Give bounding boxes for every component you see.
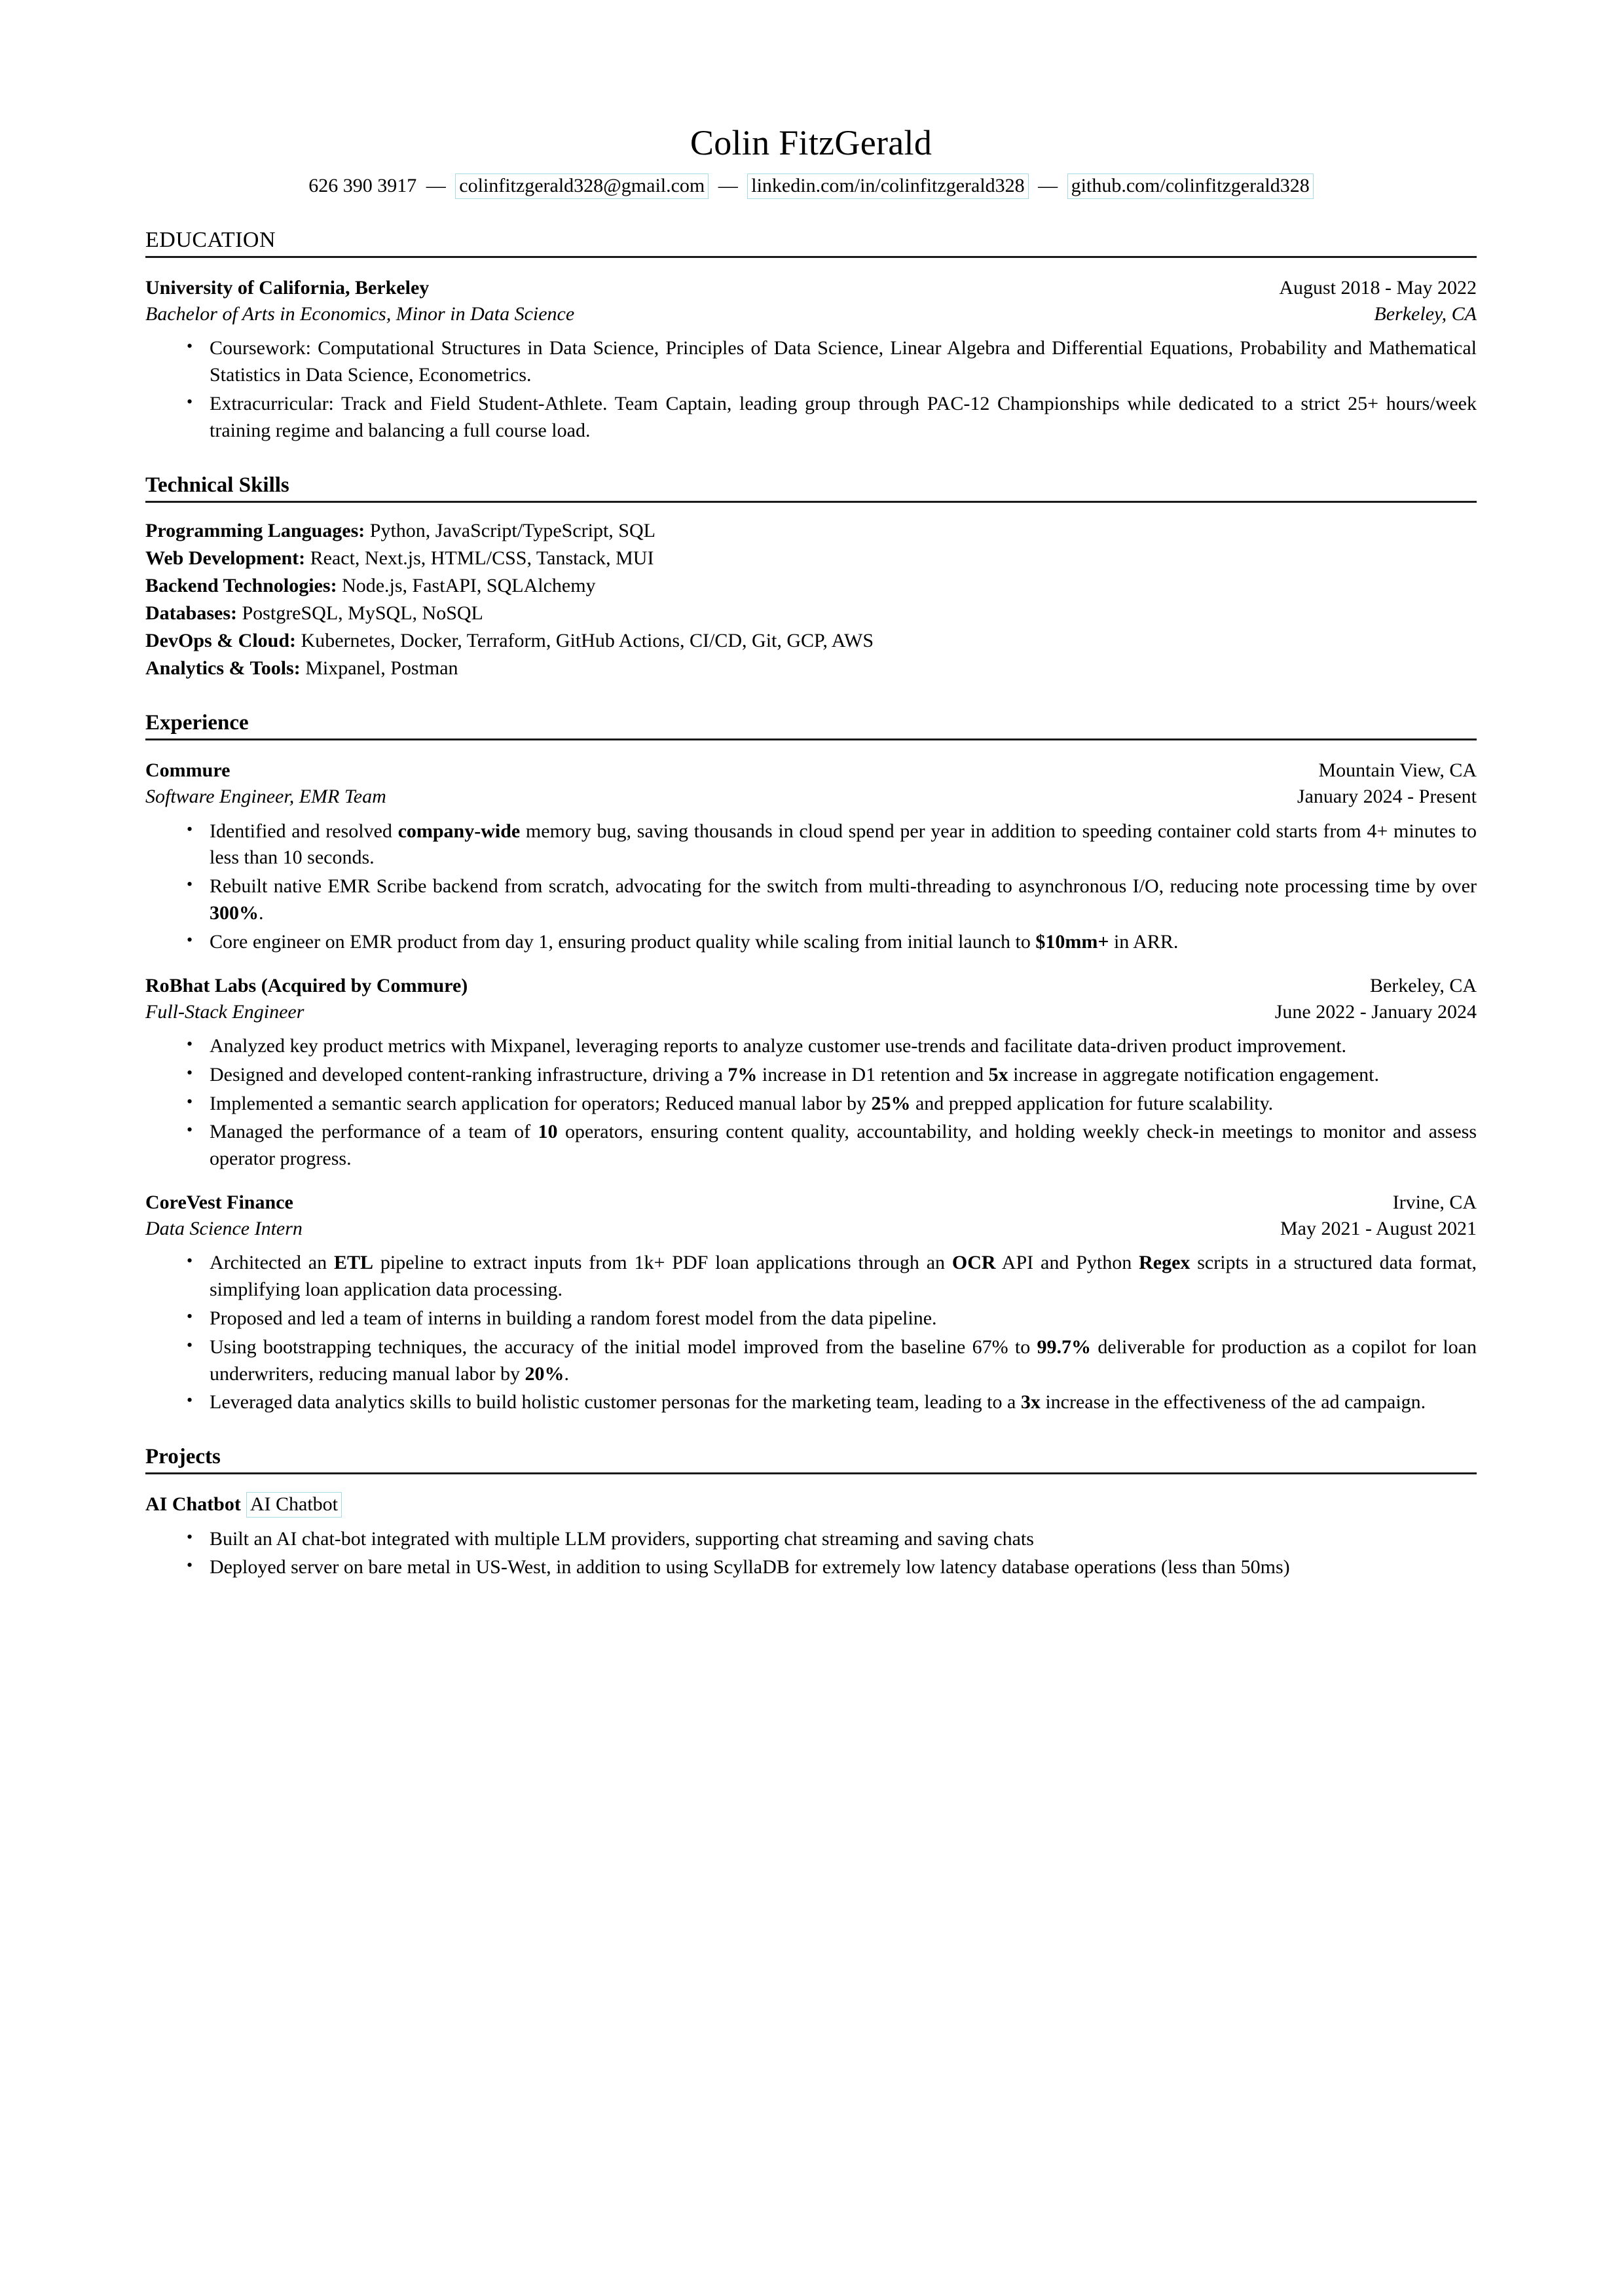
skill-value: Node.js, FastAPI, SQLAlchemy	[342, 574, 596, 596]
experience-entry-row-secondary	[145, 784, 1477, 810]
skill-line	[145, 545, 1477, 572]
experience-dates: June 2022 - January 2024	[1274, 1000, 1477, 1023]
list-item: • Built an AI chat-bot integrated with multiple LLM providers, supporting chat streaming and saving chats	[145, 1526, 1477, 1553]
skills-heading: Technical Skills	[145, 473, 289, 497]
experience-heading: Experience	[145, 710, 249, 735]
education-bullet-list	[145, 335, 1477, 444]
experience-role: Software Engineer, EMR Team	[145, 786, 386, 808]
section-education	[145, 228, 1477, 445]
experience-entry-row-secondary	[145, 999, 1477, 1025]
skill-label: Backend Technologies:	[145, 574, 337, 596]
projects-heading: Projects	[145, 1445, 221, 1469]
resume-header	[145, 124, 1477, 199]
skill-label: Web Development:	[145, 547, 306, 569]
experience-entry-row-primary	[145, 757, 1477, 784]
education-entry-row-secondary	[145, 301, 1477, 327]
skill-value: React, Next.js, HTML/CSS, Tanstack, MUI	[310, 547, 654, 569]
experience-role: Full-Stack Engineer	[145, 1000, 304, 1023]
experience-company: Commure	[145, 759, 231, 782]
education-entry	[145, 275, 1477, 445]
education-institution: University of California, Berkeley	[145, 277, 430, 299]
experience-company: CoreVest Finance	[145, 1191, 293, 1213]
experience-entry	[145, 1190, 1477, 1416]
skill-value: Kubernetes, Docker, Terraform, GitHub Actions, CI/CD, Git, GCP, AWS	[301, 629, 874, 651]
skill-line	[145, 655, 1477, 682]
project-bullet-list	[145, 1526, 1477, 1582]
experience-location: Mountain View, CA	[1318, 759, 1477, 782]
list-item: • Core engineer on EMR product from day 1, ensuring product quality while scaling from initial launch to $10mm+ in ARR.	[145, 929, 1477, 956]
skill-line	[145, 627, 1477, 655]
list-item: • Architected an ETL pipeline to extract inputs from 1k+ PDF loan applications through an OCR API and Python Regex scripts in a structured data format, simplifying loan application data processing.	[145, 1250, 1477, 1303]
education-heading: EDUCATION	[145, 227, 276, 252]
experience-entry	[145, 973, 1477, 1173]
skill-label: Databases:	[145, 602, 237, 624]
education-rule	[145, 256, 1477, 258]
phone-number: 626 390 3917	[308, 174, 417, 196]
experience-entry-row-secondary	[145, 1216, 1477, 1242]
experience-bullet-list	[145, 1250, 1477, 1416]
experience-entry-row-primary	[145, 973, 1477, 999]
education-entry-row-primary	[145, 275, 1477, 301]
project-name: AI Chatbot	[145, 1493, 241, 1516]
list-item: • Deployed server on bare metal in US-West, in addition to using ScyllaDB for extremely low latency database operations (less than 50ms)	[145, 1554, 1477, 1581]
candidate-name: Colin FitzGerald	[690, 123, 932, 162]
experience-location: Berkeley, CA	[1369, 974, 1477, 996]
project-link[interactable]: AI Chatbot	[246, 1492, 342, 1518]
skills-list	[145, 517, 1477, 682]
list-item: • Leveraged data analytics skills to build holistic customer personas for the marketing team, leading to a 3x increase in the effectiveness of the ad campaign.	[145, 1389, 1477, 1416]
experience-dates: May 2021 - August 2021	[1280, 1218, 1477, 1240]
projects-rule	[145, 1472, 1477, 1474]
github-link[interactable]: github.com/colinfitzgerald328	[1067, 173, 1314, 199]
experience-dates: January 2024 - Present	[1297, 786, 1477, 808]
experience-bullet-list	[145, 1033, 1477, 1173]
skill-label: DevOps & Cloud:	[145, 629, 297, 651]
list-item: • Using bootstrapping techniques, the accuracy of the initial model improved from the baseline 67% to 99.7% deliverable for production as a copilot for loan underwriters, reducing manual labor by 20%.	[145, 1334, 1477, 1388]
contact-separator-2: —	[718, 174, 738, 196]
section-technical-skills	[145, 473, 1477, 682]
experience-company: RoBhat Labs (Acquired by Commure)	[145, 974, 468, 996]
skills-rule	[145, 501, 1477, 503]
experience-bullet-list	[145, 818, 1477, 956]
list-item: • Designed and developed content-ranking infrastructure, driving a 7% increase in D1 retention and 5x increase in aggregate notification engagement.	[145, 1062, 1477, 1089]
list-item: • Analyzed key product metrics with Mixpanel, leveraging reports to analyze customer use-trends and facilitate data-driven product improvement.	[145, 1033, 1477, 1060]
skill-label: Analytics & Tools:	[145, 657, 301, 679]
contact-separator-3: —	[1038, 174, 1058, 196]
list-item: • Coursework: Computational Structures in Data Science, Principles of Data Science, Linear Algebra and Differential Equations, Probability and Mathematical Statistics in Data Science, Econometrics.	[145, 335, 1477, 389]
education-dates: August 2018 - May 2022	[1279, 277, 1477, 299]
skill-line	[145, 517, 1477, 545]
education-location: Berkeley, CA	[1374, 303, 1477, 325]
list-item: • Proposed and led a team of interns in building a random forest model from the data pipeline.	[145, 1305, 1477, 1332]
contact-line	[145, 173, 1477, 199]
experience-entry-row-primary	[145, 1190, 1477, 1216]
list-item: • Extracurricular: Track and Field Student-Athlete. Team Captain, leading group through PAC-12 Championships while dedicated to a strict 25+ hours/week training regime and balancing a full course load.	[145, 391, 1477, 445]
experience-entry	[145, 757, 1477, 955]
list-item: • Rebuilt native EMR Scribe backend from scratch, advocating for the switch from multi-threading to asynchronous I/O, reducing note processing time by over 300%.	[145, 873, 1477, 927]
skill-line	[145, 600, 1477, 627]
project-entry-header	[145, 1491, 1477, 1518]
skill-value: PostgreSQL, MySQL, NoSQL	[242, 602, 483, 624]
skill-value: Mixpanel, Postman	[305, 657, 458, 679]
skill-line	[145, 572, 1477, 600]
experience-location: Irvine, CA	[1392, 1191, 1477, 1213]
experience-role: Data Science Intern	[145, 1218, 303, 1240]
list-item: • Identified and resolved company-wide memory bug, saving thousands in cloud spend per year in addition to speeding container cold starts from 4+ minutes to less than 10 seconds.	[145, 818, 1477, 872]
section-experience	[145, 711, 1477, 1416]
experience-entry-list	[145, 757, 1477, 1416]
list-item: • Managed the performance of a team of 10 operators, ensuring content quality, accountability, and holding weekly check-in meetings to monitor and assess operator progress.	[145, 1119, 1477, 1173]
experience-rule	[145, 738, 1477, 740]
linkedin-link[interactable]: linkedin.com/in/colinfitzgerald328	[747, 173, 1028, 199]
skill-value: Python, JavaScript/TypeScript, SQL	[369, 519, 655, 541]
section-projects	[145, 1445, 1477, 1581]
education-degree: Bachelor of Arts in Economics, Minor in Data Science	[145, 303, 575, 325]
email-link[interactable]: colinfitzgerald328@gmail.com	[455, 173, 709, 199]
skill-label: Programming Languages:	[145, 519, 365, 541]
contact-separator-1: —	[426, 174, 446, 196]
project-entry-list	[145, 1491, 1477, 1581]
list-item: • Implemented a semantic search application for operators; Reduced manual labor by 25% and prepped application for future scalability.	[145, 1091, 1477, 1118]
